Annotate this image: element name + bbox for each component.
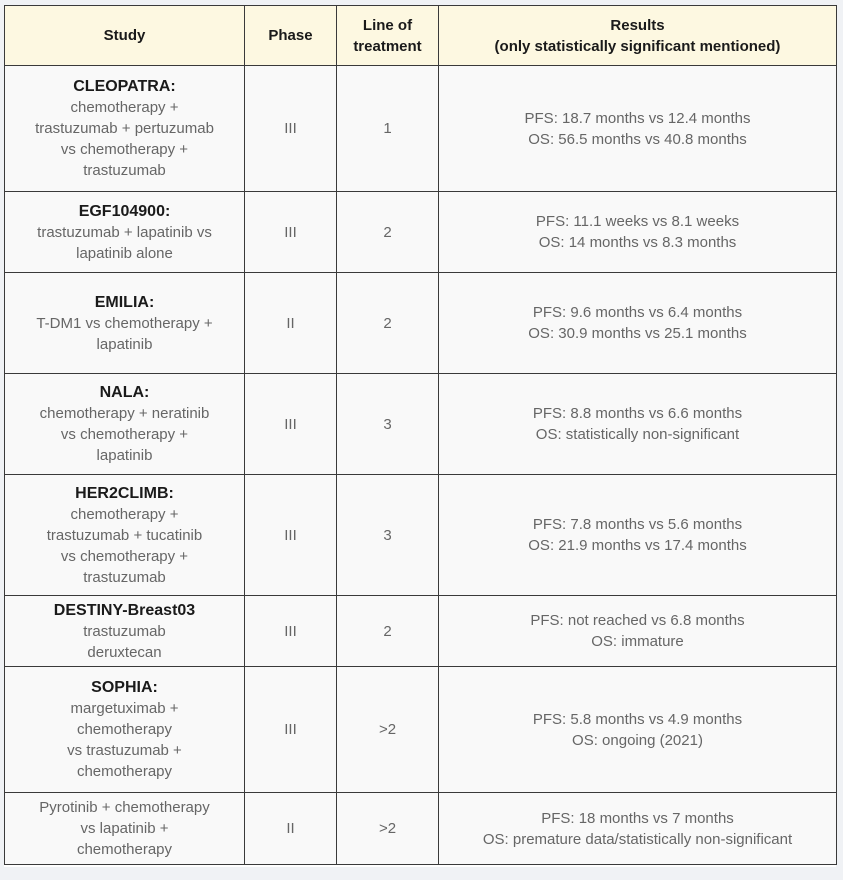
header-line-text-1: Line of bbox=[362, 16, 413, 34]
line-of-treatment-cell: 1 bbox=[337, 66, 439, 192]
result-line: OS: premature data/statistically non-significant bbox=[482, 830, 793, 848]
line-of-treatment-cell: 2 bbox=[337, 596, 439, 667]
header-results-text-1: Results bbox=[610, 16, 665, 34]
study-name: NALA: bbox=[99, 384, 150, 401]
result-line: OS: ongoing (2021) bbox=[572, 731, 703, 749]
result-line: PFS: 9.6 months vs 6.4 months bbox=[532, 304, 743, 321]
phase-cell: III bbox=[245, 66, 337, 192]
header-results bbox=[439, 6, 837, 66]
study-description-line: lapatinib alone bbox=[76, 244, 173, 262]
study-name: EMILIA: bbox=[94, 293, 155, 311]
results-cell bbox=[439, 667, 837, 793]
phase-cell: II bbox=[245, 793, 337, 865]
study-cell bbox=[5, 273, 245, 374]
study-cell bbox=[5, 596, 245, 667]
study-description-line: chemotherapy + bbox=[70, 505, 179, 523]
study-description-line: T-DM1 vs chemotherapy + bbox=[36, 314, 213, 332]
result-line: PFS: 18.7 months vs 12.4 months bbox=[524, 109, 751, 127]
study-name: HER2CLIMB: bbox=[75, 484, 174, 502]
study-cell bbox=[5, 475, 245, 596]
study-description-line: vs chemotherapy + bbox=[60, 141, 189, 158]
study-cell bbox=[5, 66, 245, 192]
result-line: PFS: not reached vs 6.8 months bbox=[530, 612, 745, 629]
line-of-treatment-cell: >2 bbox=[337, 667, 439, 793]
study-description-line: chemotherapy bbox=[76, 841, 173, 858]
clinical-trials-table bbox=[4, 5, 837, 865]
study-name: EGF104900: bbox=[78, 202, 171, 220]
result-line: OS: immature bbox=[591, 633, 684, 650]
phase-cell: III bbox=[245, 596, 337, 667]
header-line-of-treatment bbox=[337, 6, 439, 66]
study-description-line: Pyrotinib + chemotherapy bbox=[39, 799, 210, 816]
study-name: CLEOPATRA: bbox=[73, 78, 176, 95]
header-phase: Phase bbox=[245, 6, 337, 66]
result-line: OS: statistically non-significant bbox=[535, 426, 740, 443]
study-description-line: lapatinib bbox=[96, 335, 153, 353]
study-description-line: vs trastuzumab + bbox=[67, 742, 182, 759]
result-line: PFS: 5.8 months vs 4.9 months bbox=[532, 710, 743, 728]
result-line: PFS: 18 months vs 7 months bbox=[541, 809, 734, 827]
result-line: PFS: 7.8 months vs 5.6 months bbox=[532, 516, 743, 533]
result-line: OS: 21.9 months vs 17.4 months bbox=[528, 537, 747, 554]
header-line-text-2: treatment bbox=[353, 37, 422, 55]
study-description-line: vs lapatinib + bbox=[80, 820, 169, 837]
result-line: PFS: 8.8 months vs 6.6 months bbox=[532, 405, 743, 422]
study-description-line: trastuzumab + lapatinib vs bbox=[37, 223, 212, 241]
line-of-treatment-cell: 3 bbox=[337, 475, 439, 596]
results-cell bbox=[439, 66, 837, 192]
header-row bbox=[5, 6, 837, 66]
study-description-line: trastuzumab bbox=[83, 622, 166, 640]
study-description-line: chemotherapy + neratinib bbox=[39, 405, 210, 422]
study-cell bbox=[5, 667, 245, 793]
results-cell bbox=[439, 793, 837, 865]
result-line: PFS: 11.1 weeks vs 8.1 weeks bbox=[535, 213, 740, 230]
table-row bbox=[5, 66, 837, 192]
study-name: SOPHIA: bbox=[91, 679, 158, 696]
table-row bbox=[5, 793, 837, 865]
study-description-line: trastuzumab bbox=[83, 568, 166, 586]
study-description-line: deruxtecan bbox=[87, 643, 162, 661]
header-study: Study bbox=[5, 6, 245, 66]
table-row bbox=[5, 475, 837, 596]
phase-cell: III bbox=[245, 475, 337, 596]
study-description-line: margetuximab + bbox=[70, 700, 179, 717]
study-description-line: trastuzumab + tucatinib bbox=[46, 526, 203, 544]
table-row bbox=[5, 374, 837, 475]
header-results-text-2: (only statistically significant mentioned) bbox=[494, 37, 781, 55]
result-line: OS: 14 months vs 8.3 months bbox=[538, 234, 737, 251]
study-name: DESTINY-Breast03 bbox=[53, 601, 196, 619]
study-description-line: vs chemotherapy + bbox=[60, 426, 189, 443]
study-cell bbox=[5, 793, 245, 865]
results-cell bbox=[439, 273, 837, 374]
table-row bbox=[5, 596, 837, 667]
phase-cell: III bbox=[245, 374, 337, 475]
table-row bbox=[5, 192, 837, 273]
study-description-line: lapatinib bbox=[96, 447, 153, 464]
study-cell bbox=[5, 374, 245, 475]
line-of-treatment-cell: 3 bbox=[337, 374, 439, 475]
results-cell bbox=[439, 475, 837, 596]
phase-cell: III bbox=[245, 192, 337, 273]
study-description-line: chemotherapy bbox=[76, 721, 173, 738]
results-cell bbox=[439, 192, 837, 273]
study-description-line: vs chemotherapy + bbox=[60, 547, 189, 565]
study-description-line: chemotherapy + bbox=[70, 99, 179, 116]
line-of-treatment-cell: 2 bbox=[337, 273, 439, 374]
table-row bbox=[5, 667, 837, 793]
study-description-line: trastuzumab + pertuzumab bbox=[35, 120, 214, 137]
phase-cell: III bbox=[245, 667, 337, 793]
phase-cell: II bbox=[245, 273, 337, 374]
study-cell bbox=[5, 192, 245, 273]
result-line: OS: 56.5 months vs 40.8 months bbox=[528, 130, 747, 148]
study-description-line: chemotherapy bbox=[76, 763, 173, 780]
line-of-treatment-cell: 2 bbox=[337, 192, 439, 273]
trials-table-container bbox=[4, 5, 836, 867]
study-description-line: trastuzumab bbox=[83, 162, 166, 179]
line-of-treatment-cell: >2 bbox=[337, 793, 439, 865]
results-cell bbox=[439, 374, 837, 475]
table-row bbox=[5, 273, 837, 374]
result-line: OS: 30.9 months vs 25.1 months bbox=[528, 325, 747, 342]
results-cell bbox=[439, 596, 837, 667]
